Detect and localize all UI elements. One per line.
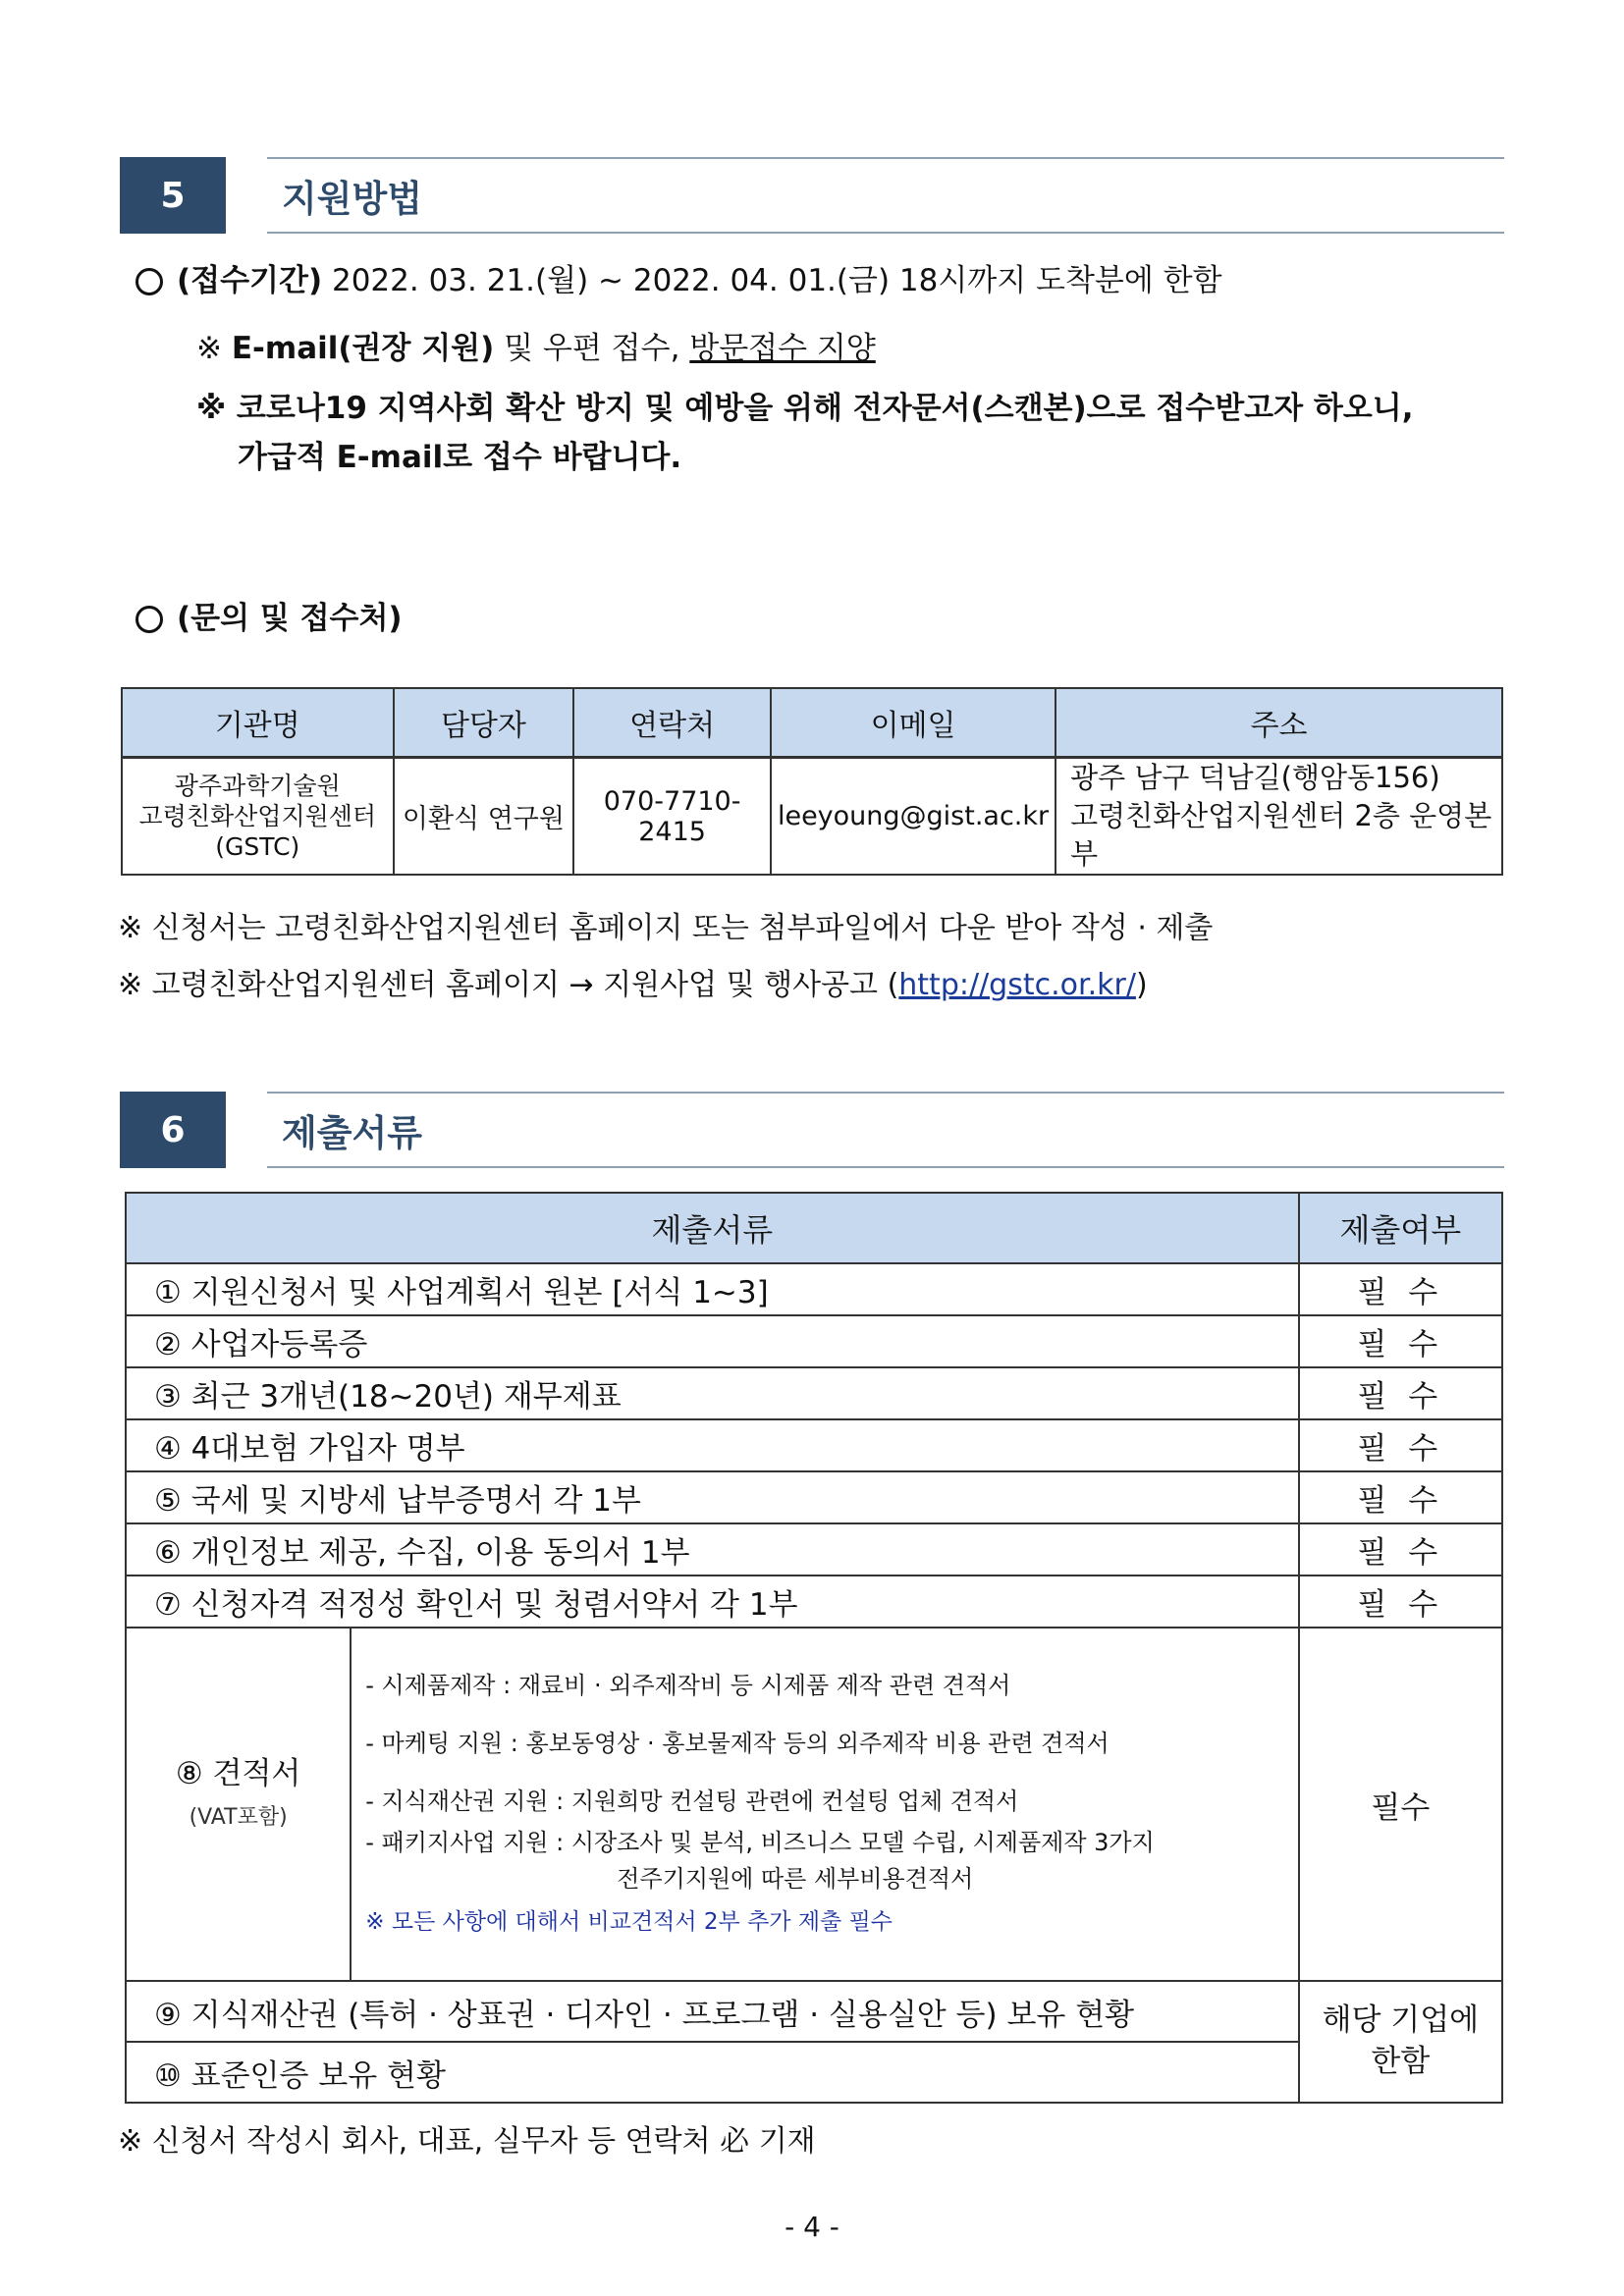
contact-label-text: (문의 및 접수처)	[177, 601, 403, 636]
doc-cell: ⑥ 개인정보 제공, 수집, 이용 동의서 1부	[126, 1523, 1299, 1575]
req-cell: 필 수	[1299, 1471, 1502, 1523]
homepage-note-suffix: )	[1135, 968, 1148, 1002]
documents-table	[125, 1192, 1503, 2104]
address-line: 고령친화산업지원센터 2층 운영본부	[1070, 799, 1492, 872]
person-cell: 이환식 연구원	[394, 758, 574, 876]
doc-cell: ⑨ 지식재산권 (특허 · 상표권 · 디자인 · 프로그램 · 실용실안 등) 보유 현황	[126, 1981, 1299, 2042]
doc-cell: ④ 4대보험 가입자 명부	[126, 1419, 1299, 1471]
section-6-title: 제출서류	[282, 1112, 422, 1154]
period-label: (접수기간)	[177, 263, 323, 298]
divider	[267, 157, 1504, 159]
estimate-note: ※ 모든 사항에 대해서 비교견적서 2부 추가 제출 필수	[365, 1909, 893, 1936]
email-cell[interactable]: leeyoung@gist.ac.kr	[771, 758, 1056, 876]
vat-note: (VAT포함)	[189, 1805, 288, 1830]
email-recommended: E-mail(권장 지원)	[231, 331, 495, 366]
table-row	[122, 758, 1502, 876]
table-row	[126, 1523, 1502, 1575]
table-row	[126, 1471, 1502, 1523]
homepage-note	[118, 968, 1148, 1003]
doc-cell: ⑤ 국세 및 지방세 납부증명서 각 1부	[126, 1471, 1299, 1523]
table-row	[126, 1981, 1502, 2042]
note-prefix: ※	[196, 331, 232, 366]
req-cell: 필 수	[1299, 1523, 1502, 1575]
divider	[267, 232, 1504, 234]
section-5-header	[120, 157, 1504, 234]
contact-table	[121, 687, 1503, 876]
table-row	[126, 1367, 1502, 1419]
doc-cell: ② 사업자등록증	[126, 1315, 1299, 1367]
req-cell: 필 수	[1299, 1419, 1502, 1471]
table-row	[126, 1419, 1502, 1471]
table-row	[126, 2042, 1502, 2103]
section-5-number: 5	[120, 157, 226, 234]
org-line: (GSTC)	[215, 832, 300, 862]
req-line: 해당 기업에	[1322, 2002, 1480, 2039]
estimate-item: - 마케팅 지원 : 홍보동영상 · 홍보물제작 등의 외주제작 비용 관련 견적서	[365, 1730, 1110, 1758]
doc-cell: ① 지원신청서 및 사업계획서 원본 [서식 1~3]	[126, 1263, 1299, 1315]
contact-required-note: ※ 신청서 작성시 회사, 대표, 실무자 등 연락처 必 기재	[118, 2124, 816, 2159]
page-number: - 4 -	[785, 2211, 839, 2243]
req-cell	[1299, 1981, 1502, 2103]
circle-bullet-icon	[135, 268, 163, 295]
req-cell: 필수	[1299, 1628, 1502, 1981]
req-cell: 필 수	[1299, 1315, 1502, 1367]
table-row	[126, 1315, 1502, 1367]
doc-cell: ③ 최근 3개년(18~20년) 재무제표	[126, 1367, 1299, 1419]
period-line	[135, 263, 1222, 299]
contact-label	[135, 601, 403, 637]
divider	[267, 1166, 1504, 1168]
org-line: 고령친화산업지원센터	[138, 802, 377, 831]
estimate-item-continued: 전주기지원에 따른 세부비용견적서	[617, 1864, 974, 1893]
estimate-item: - 패키지사업 지원 : 시장조사 및 분석, 비즈니스 모델 수립, 시제품제작 3가지	[365, 1828, 1155, 1856]
column-header: 제출여부	[1299, 1193, 1502, 1263]
column-header: 기관명	[122, 688, 394, 758]
req-cell: 필 수	[1299, 1367, 1502, 1419]
org-line: 광주과학기술원	[174, 771, 341, 800]
phone-cell: 070-7710-2415	[573, 758, 771, 876]
req-cell: 필 수	[1299, 1263, 1502, 1315]
column-header: 연락처	[573, 688, 771, 758]
homepage-note-text: ※ 고령친화산업지원센터 홈페이지 → 지원사업 및 행사공고 (	[118, 968, 899, 1002]
org-cell	[122, 758, 394, 876]
doc-cell: ⑩ 표준인증 보유 현황	[126, 2042, 1299, 2103]
estimate-item: - 지식재산권 지원 : 지원희망 컨설팅 관련에 컨설팅 업체 견적서	[365, 1788, 1019, 1816]
section-6-number: 6	[120, 1092, 226, 1168]
covid-note-line2: 가급적 E-mail로 접수 바랍니다.	[238, 440, 682, 475]
covid-note-line1: ※ 코로나19 지역사회 확산 방지 및 예방을 위해 전자문서(스캔본)으로 접수받고자 하오니,	[196, 391, 1414, 426]
estimate-item: - 시제품제작 : 재료비 · 외주제작비 등 시제품 제작 관련 견적서	[365, 1672, 1011, 1700]
section-5-title: 지원방법	[282, 178, 422, 220]
form-download-note: ※ 신청서는 고령친화산업지원센터 홈페이지 또는 첨부파일에서 다운 받아 작성 · 제출	[118, 911, 1214, 945]
column-header: 주소	[1056, 688, 1502, 758]
column-header: 이메일	[771, 688, 1056, 758]
table-row	[126, 1263, 1502, 1315]
divider	[267, 1092, 1504, 1094]
circle-bullet-icon	[135, 606, 163, 633]
estimate-items-cell	[351, 1628, 1298, 1981]
period-text: 2022. 03. 21.(월) ~ 2022. 04. 01.(금) 18시까지 도착분에 한함	[322, 263, 1222, 298]
note-mid: 및 우편 접수,	[494, 331, 690, 366]
estimate-label-cell	[126, 1628, 351, 1981]
email-note	[196, 331, 876, 367]
req-cell: 필 수	[1299, 1575, 1502, 1628]
homepage-link[interactable]: http://gstc.or.kr/	[898, 968, 1136, 1002]
column-header: 담당자	[394, 688, 574, 758]
visit-discouraged: 방문접수 지양	[689, 331, 876, 366]
section-6-header	[120, 1092, 1504, 1168]
address-cell	[1056, 758, 1502, 876]
address-line: 광주 남구 덕남길(행암동156)	[1070, 761, 1440, 794]
doc-cell: ⑦ 신청자격 적정성 확인서 및 청렴서약서 각 1부	[126, 1575, 1299, 1628]
estimate-label: ⑧ 견적서	[175, 1756, 301, 1791]
column-header: 제출서류	[126, 1193, 1299, 1263]
table-row	[126, 1575, 1502, 1628]
estimate-row	[126, 1628, 1502, 1981]
req-line: 한함	[1371, 2044, 1431, 2079]
